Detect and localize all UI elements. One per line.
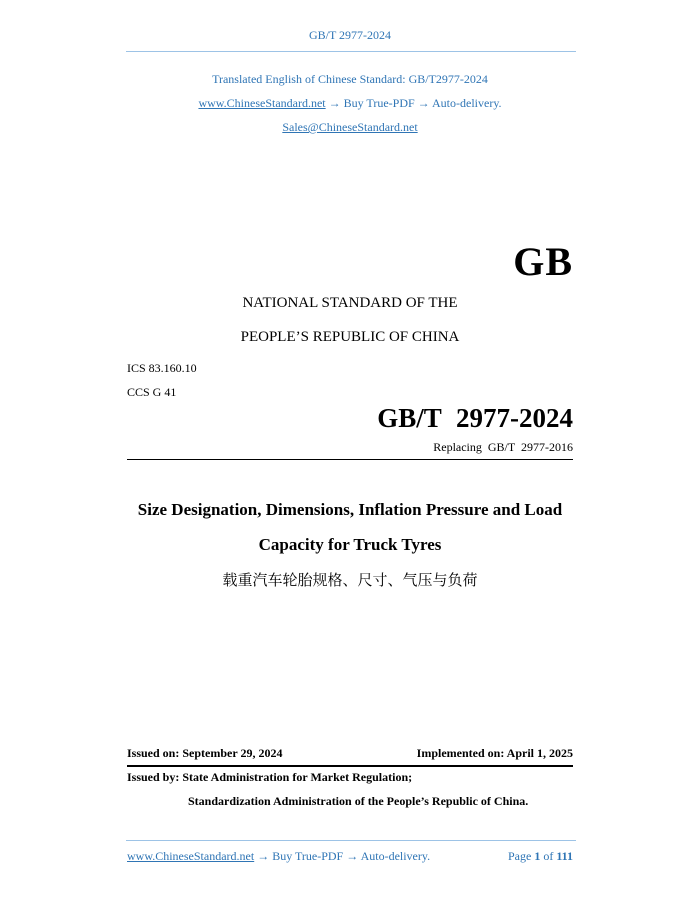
footer-divider xyxy=(126,840,576,841)
ccs-code: CCS G 41 xyxy=(127,385,177,399)
footer-purchase-line xyxy=(127,849,430,864)
of-label: of xyxy=(543,849,554,863)
purchase-line xyxy=(0,96,700,111)
chinese-title: 载重汽车轮胎规格、尺寸、气压与负荷 xyxy=(222,571,478,589)
site-link[interactable]: www.ChineseStandard.net xyxy=(198,96,326,110)
issued-by-line2: Standardization Administration of the People’s Republic of China. xyxy=(188,794,529,808)
header-divider xyxy=(126,51,576,52)
issued-by-line1: Issued by: State Administration for Market Regulation; xyxy=(127,770,413,784)
national-standard-line1: NATIONAL STANDARD OF THE xyxy=(242,295,458,311)
ics-code: ICS 83.160.10 xyxy=(127,361,197,375)
document-title-line1: Size Designation, Dimensions, Inflation Pressure and Load xyxy=(137,500,563,519)
page-counter xyxy=(508,849,573,864)
issued-on: Issued on: September 29, 2024 xyxy=(127,746,283,760)
email-link[interactable]: Sales@ChineseStandard.net xyxy=(282,120,418,134)
buy-text: → Buy True-PDF → Auto-delivery. xyxy=(328,96,502,110)
issue-divider xyxy=(127,765,573,767)
page-label: Page xyxy=(507,849,532,863)
page-header: GB/T 2977-2024 xyxy=(308,28,392,42)
national-standard-line2: PEOPLE’S REPUBLIC OF CHINA xyxy=(240,329,460,345)
email-line xyxy=(0,120,700,135)
page-number: 1 xyxy=(534,849,541,863)
title-divider xyxy=(127,459,573,460)
translation-notice: Translated English of Chinese Standard: GB/T2977-2024 xyxy=(212,72,488,86)
page-total: 111 xyxy=(556,849,573,863)
footer-site-link[interactable]: www.ChineseStandard.net xyxy=(127,849,255,863)
footer-buy-text: → Buy True-PDF → Auto-delivery. xyxy=(257,849,431,863)
gb-mark: GB xyxy=(513,239,573,284)
standard-number: GB/T 2977-2024 xyxy=(377,403,573,433)
implemented-on: Implemented on: April 1, 2025 xyxy=(416,746,573,760)
replacing-note: Replacing GB/T 2977-2016 xyxy=(433,440,573,454)
document-title-line2: Capacity for Truck Tyres xyxy=(258,535,442,554)
